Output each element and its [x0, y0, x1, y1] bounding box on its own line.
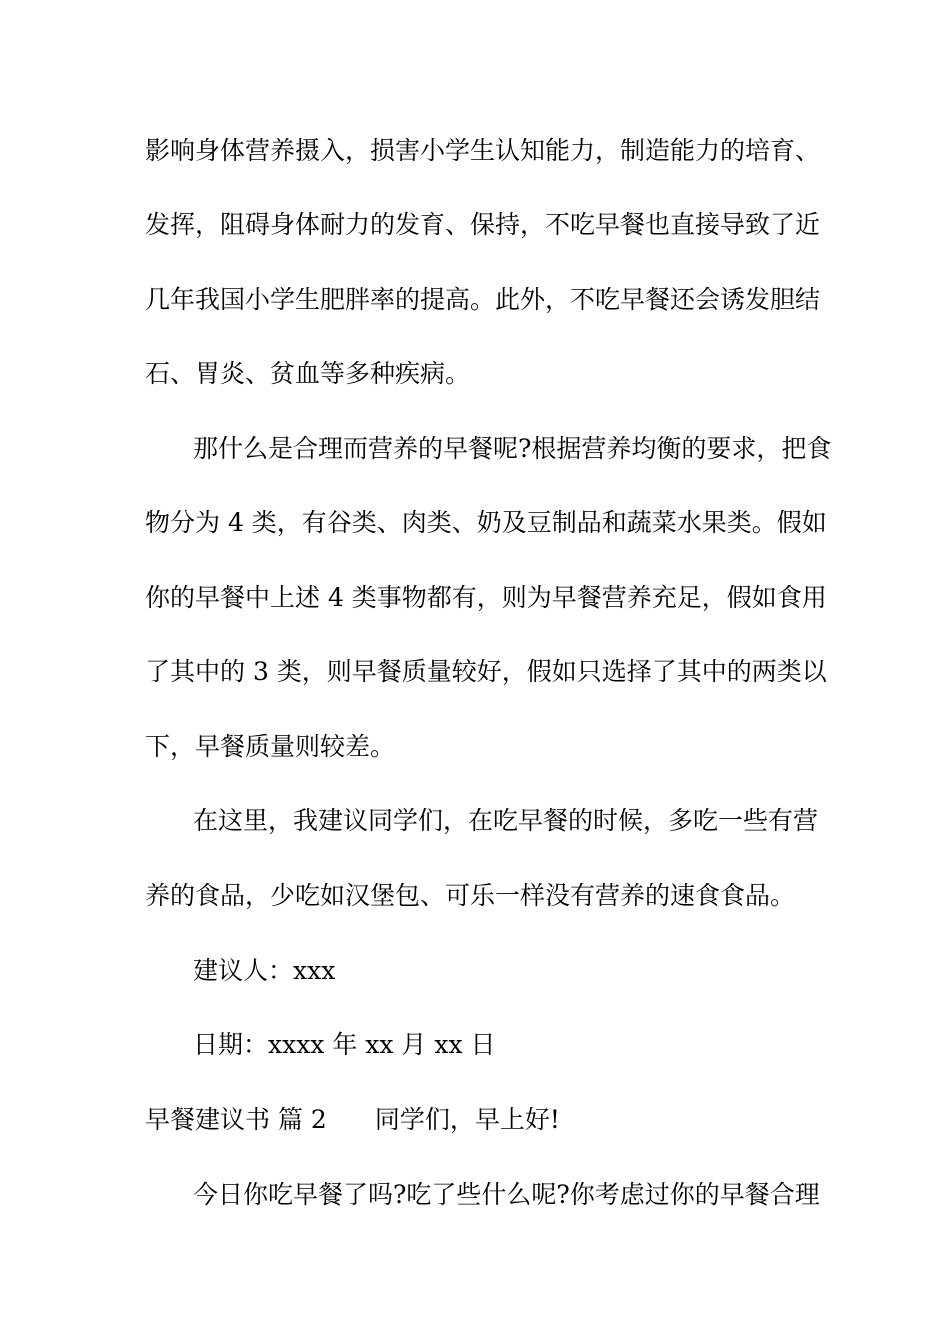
section2-heading: 早餐建议书 篇 2 [145, 1105, 327, 1134]
paragraph1-line-2: 发挥，阻碍身体耐力的发育、保持，不吃早餐也直接导致了近 [145, 210, 821, 239]
paragraph1-line-1: 影响身体营养摄入，损害小学生认知能力，制造能力的培育、 [145, 136, 821, 165]
signature-proposer: 建议人：xxx [193, 956, 336, 985]
section2-line-1: 今日你吃早餐了吗?吃了些什么呢?你考虑过你的早餐合理 [193, 1180, 820, 1209]
paragraph3-line-2: 养的食品，少吃如汉堡包、可乐一样没有营养的速食食品。 [145, 881, 796, 910]
section2-heading-row [145, 1105, 560, 1135]
paragraph2-line-3: 你的早餐中上述 4 类事物都有，则为早餐营养充足，假如食用 [145, 583, 827, 612]
paragraph2-line-5: 下，早餐质量则较差。 [145, 732, 396, 761]
section2-greeting: 同学们，早上好! [374, 1105, 560, 1134]
paragraph2-line-2: 物分为 4 类，有谷类、肉类、奶及豆制品和蔬菜水果类。假如 [145, 508, 827, 537]
paragraph2-line-1: 那什么是合理而营养的早餐呢?根据营养均衡的要求，把食 [193, 434, 832, 463]
paragraph1-line-3: 几年我国小学生肥胖率的提高。此外，不吃早餐还会诱发胆结 [145, 285, 821, 314]
paragraph1-line-4: 石、胃炎、贫血等多种疾病。 [145, 359, 471, 388]
signature-date: 日期：xxxx 年 xx 月 xx 日 [193, 1030, 496, 1059]
paragraph3-line-1: 在这里，我建议同学们，在吃早餐的时候，多吃一些有营 [193, 806, 819, 835]
paragraph2-line-4: 了其中的 3 类，则早餐质量较好，假如只选择了其中的两类以 [145, 657, 827, 686]
